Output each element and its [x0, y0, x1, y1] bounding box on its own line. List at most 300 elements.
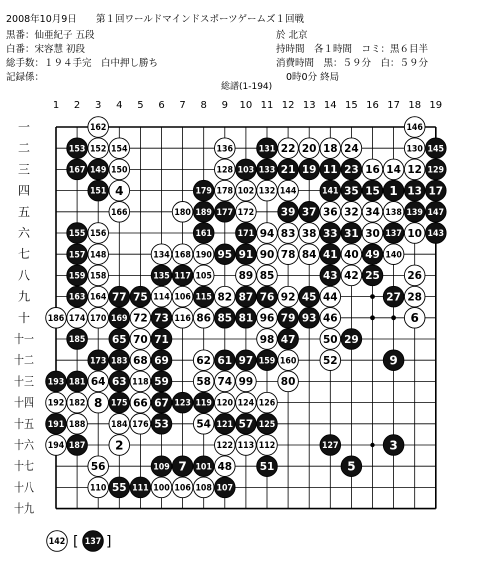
- move-number: 106: [174, 292, 191, 303]
- move-number: 147: [427, 207, 445, 218]
- footer-note: [47, 531, 112, 552]
- col-label: 12: [281, 100, 295, 111]
- time-limit: 持時間 各１時間 コミ：黒６目半: [276, 44, 429, 55]
- move-number: 10: [407, 227, 423, 240]
- black-stone: [67, 286, 88, 307]
- move-number: 20: [301, 142, 317, 155]
- move-number: 61: [217, 354, 233, 367]
- white-stone: [88, 265, 109, 286]
- move-number: 160: [279, 356, 297, 367]
- black-stone: [109, 308, 130, 329]
- black-stone: [426, 180, 447, 201]
- white-stone: [362, 223, 383, 244]
- black-stone: [67, 223, 88, 244]
- black-stone: [88, 180, 109, 201]
- venue: 於 北京: [276, 30, 308, 41]
- move-number: 12: [407, 164, 423, 177]
- white-stone: [46, 435, 67, 456]
- white-stone: [88, 371, 109, 392]
- total-moves: 総手数：１９４手完 白中押し勝ち: [6, 58, 159, 69]
- white-stone: [362, 159, 383, 180]
- white-stone: [193, 308, 214, 329]
- move-number: 53: [154, 418, 169, 431]
- white-stone: [257, 435, 278, 456]
- white-stone: [130, 308, 151, 329]
- move-number: 176: [132, 419, 149, 430]
- white-stone: [404, 265, 425, 286]
- move-number: 180: [174, 207, 191, 218]
- move-number: 79: [280, 312, 296, 325]
- black-stone: [172, 392, 193, 413]
- move-number: 52: [322, 354, 338, 367]
- move-number: 11: [322, 164, 338, 177]
- move-number: 15: [365, 185, 380, 198]
- black-stone: [299, 202, 320, 223]
- move-number: 73: [154, 312, 169, 325]
- move-number: 193: [47, 377, 65, 388]
- move-number: 105: [195, 271, 212, 282]
- black-stone: [383, 286, 404, 307]
- move-number: 167: [68, 165, 86, 176]
- move-number: 122: [216, 441, 234, 452]
- move-number: 188: [68, 419, 86, 430]
- move-number: 159: [68, 271, 86, 282]
- white-stone: [257, 392, 278, 413]
- move-number: 137: [84, 537, 102, 548]
- white-stone: [215, 435, 236, 456]
- move-number: 71: [154, 333, 169, 346]
- move-number: 139: [406, 207, 423, 218]
- move-number: 130: [406, 144, 423, 155]
- move-number: 137: [385, 229, 402, 240]
- bracket-open: [: [73, 534, 79, 550]
- white-stone: [215, 392, 236, 413]
- move-number: 184: [111, 419, 128, 430]
- move-number: 136: [216, 144, 234, 155]
- black-stone: [67, 138, 88, 159]
- move-number: 111: [132, 483, 149, 494]
- move-number: 69: [154, 354, 169, 367]
- move-number: 35: [344, 185, 359, 198]
- move-number: 117: [174, 271, 191, 282]
- row-label: 八: [17, 268, 31, 283]
- move-number: 187: [68, 441, 86, 452]
- move-number: 46: [322, 312, 338, 325]
- move-number: 98: [259, 333, 275, 346]
- move-number: 13: [407, 185, 423, 198]
- white-stone: [320, 329, 341, 350]
- white-stone: [320, 286, 341, 307]
- move-number: 28: [407, 291, 423, 304]
- move-number: 151: [89, 186, 107, 197]
- move-number: 86: [196, 312, 212, 325]
- move-number: 164: [89, 292, 107, 303]
- row-label: 十: [17, 310, 31, 325]
- recorder: 記録係：: [6, 72, 45, 83]
- black-stone: [299, 308, 320, 329]
- black-stone: [215, 202, 236, 223]
- white-stone: [215, 180, 236, 201]
- white-stone: [193, 477, 214, 498]
- white-stone: [109, 414, 130, 435]
- move-number: 9: [389, 353, 398, 368]
- black-stone: [236, 350, 257, 371]
- white-stone: [46, 308, 67, 329]
- move-number: 32: [344, 206, 359, 219]
- move-number: 19: [301, 164, 317, 177]
- white-stone: [193, 414, 214, 435]
- move-number: 157: [68, 250, 86, 261]
- move-number: 75: [133, 291, 148, 304]
- white-stone: [151, 244, 172, 265]
- col-label: 2: [73, 100, 81, 111]
- move-number: 115: [195, 292, 212, 303]
- move-number: 177: [216, 207, 234, 218]
- move-number: 161: [195, 229, 212, 240]
- black-stone: [278, 308, 299, 329]
- move-number: 119: [195, 398, 212, 409]
- move-number: 49: [365, 248, 380, 261]
- move-number: 56: [90, 460, 106, 473]
- black-stone: [193, 392, 214, 413]
- white-stone: [236, 392, 257, 413]
- white-stone: [299, 223, 320, 244]
- white-stone: [151, 286, 172, 307]
- move-number: 63: [111, 376, 127, 389]
- row-label: 四: [17, 183, 31, 198]
- move-number: 159: [258, 356, 276, 367]
- black-stone: [215, 308, 236, 329]
- move-number: 152: [89, 144, 107, 155]
- black-stone: [151, 414, 172, 435]
- black-stone: [215, 414, 236, 435]
- white-stone: [109, 202, 130, 223]
- row-label: 十一: [14, 332, 39, 346]
- move-number: 51: [259, 460, 275, 473]
- move-number: 87: [238, 291, 254, 304]
- white-stone: [257, 223, 278, 244]
- white-stone: [215, 138, 236, 159]
- move-number: 47: [280, 333, 296, 346]
- black-stone: [426, 159, 447, 180]
- move-number: 189: [195, 207, 212, 218]
- white-stone: [88, 308, 109, 329]
- white-stone: [278, 138, 299, 159]
- row-label: 十四: [14, 395, 39, 410]
- move-number: 94: [259, 227, 275, 240]
- black-stone: [109, 477, 130, 498]
- move-number: 38: [301, 227, 317, 240]
- white-stone: [67, 308, 88, 329]
- move-number: 106: [174, 483, 191, 494]
- white-stone: [341, 202, 362, 223]
- white-stone: [109, 159, 130, 180]
- stones-layer: [46, 117, 446, 498]
- move-number: 16: [365, 164, 380, 177]
- white-player: 白番：宋容慧 初段: [6, 44, 86, 55]
- white-stone: [172, 202, 193, 223]
- move-number: 24: [344, 142, 359, 155]
- white-stone: [130, 392, 151, 413]
- move-number: 33: [322, 227, 338, 240]
- black-stone: [362, 265, 383, 286]
- move-number: 93: [301, 312, 317, 325]
- black-stone: [299, 286, 320, 307]
- white-stone: [193, 244, 214, 265]
- move-number: 57: [238, 418, 254, 431]
- row-labels: [14, 120, 39, 516]
- move-number: 1: [389, 183, 398, 198]
- row-label: 六: [17, 226, 31, 240]
- row-label: 二: [17, 141, 31, 156]
- white-stone: [88, 223, 109, 244]
- white-stone: [88, 286, 109, 307]
- move-number: 95: [217, 248, 233, 261]
- move-number: 96: [259, 312, 275, 325]
- col-label: 14: [323, 100, 337, 111]
- black-stone: [151, 308, 172, 329]
- move-number: 182: [68, 398, 86, 409]
- move-number: 40: [344, 248, 359, 261]
- move-number: 45: [301, 291, 317, 304]
- move-number: 124: [237, 398, 255, 409]
- move-number: 168: [174, 250, 191, 261]
- white-stone: [109, 138, 130, 159]
- black-stone: [383, 223, 404, 244]
- white-stone: [46, 392, 67, 413]
- move-number: 190: [195, 250, 212, 261]
- black-stone: [67, 371, 88, 392]
- white-stone: [383, 159, 404, 180]
- board-mark: [370, 315, 375, 320]
- move-number: 21: [280, 164, 296, 177]
- black-stone: [299, 159, 320, 180]
- move-number: 77: [111, 291, 127, 304]
- move-number: 194: [47, 441, 65, 452]
- move-number: 67: [154, 397, 169, 410]
- black-stone: [109, 329, 130, 350]
- move-number: 131: [258, 144, 276, 155]
- white-stone: [88, 392, 109, 413]
- black-stone: [109, 371, 130, 392]
- move-number: 83: [280, 227, 296, 240]
- move-number: 68: [133, 354, 148, 367]
- black-stone: [151, 329, 172, 350]
- black-stone: [151, 392, 172, 413]
- move-number: 133: [258, 165, 276, 176]
- move-number: 162: [89, 123, 107, 134]
- black-stone: [151, 371, 172, 392]
- move-number: 142: [48, 537, 66, 548]
- black-stone: [151, 456, 172, 477]
- white-stone: [341, 265, 362, 286]
- col-label: 19: [429, 100, 443, 111]
- white-stone: [404, 159, 425, 180]
- row-label: 十七: [14, 459, 39, 474]
- black-stone: [151, 350, 172, 371]
- move-number: 143: [427, 229, 445, 240]
- white-stone: [257, 265, 278, 286]
- col-label: 16: [366, 100, 379, 111]
- move-number: 158: [89, 271, 107, 282]
- col-label: 1: [52, 100, 60, 111]
- move-number: 156: [89, 229, 107, 240]
- black-stone: [383, 180, 404, 201]
- black-stone: [172, 265, 193, 286]
- move-number: 55: [111, 482, 127, 495]
- move-number: 29: [344, 333, 359, 346]
- bracket-close: ]: [106, 534, 112, 550]
- move-number: 70: [133, 333, 148, 346]
- white-stone: [88, 477, 109, 498]
- row-label: 九: [17, 289, 31, 304]
- move-number: 36: [322, 206, 338, 219]
- black-stone: [193, 223, 214, 244]
- move-number: 37: [301, 206, 317, 219]
- move-number: 127: [322, 441, 339, 452]
- move-number: 128: [216, 165, 234, 176]
- black-stone: [320, 223, 341, 244]
- white-stone: [257, 244, 278, 265]
- black-stone: [341, 329, 362, 350]
- white-stone: [278, 371, 299, 392]
- move-number: 132: [258, 186, 276, 197]
- move-number: 42: [344, 270, 359, 283]
- row-label: 一: [17, 120, 31, 134]
- move-number: 150: [111, 165, 128, 176]
- col-label: 7: [179, 100, 186, 111]
- move-number: 81: [238, 312, 254, 325]
- move-number: 116: [174, 313, 191, 324]
- move-number: 90: [259, 248, 275, 261]
- white-stone: [172, 308, 193, 329]
- white-stone: [215, 371, 236, 392]
- white-stone: [257, 180, 278, 201]
- white-stone: [215, 286, 236, 307]
- black-stone: [67, 159, 88, 180]
- board-mark: [370, 294, 375, 299]
- move-number: 163: [68, 292, 86, 303]
- row-label: 十三: [14, 374, 39, 389]
- move-number: 186: [47, 313, 65, 324]
- move-number: 65: [111, 333, 127, 346]
- move-number: 153: [68, 144, 86, 155]
- move-number: 148: [89, 250, 107, 261]
- black-stone: [257, 159, 278, 180]
- board-mark: [391, 315, 396, 320]
- move-number: 155: [68, 229, 86, 240]
- row-label: 十八: [14, 480, 39, 495]
- move-number: 91: [238, 248, 254, 261]
- black-stone: [236, 223, 257, 244]
- move-number: 112: [258, 441, 276, 452]
- white-stone: [236, 371, 257, 392]
- black-stone: [109, 392, 130, 413]
- move-number: 76: [259, 291, 275, 304]
- white-stone: [88, 138, 109, 159]
- move-number: 2: [115, 438, 124, 453]
- white-stone: [404, 138, 425, 159]
- white-stone: [278, 223, 299, 244]
- white-stone: [130, 414, 151, 435]
- black-stone: [341, 456, 362, 477]
- move-number: 80: [280, 376, 296, 389]
- black-stone: [320, 435, 341, 456]
- black-stone: [215, 477, 236, 498]
- move-number: 169: [111, 313, 128, 324]
- black-stone: [320, 159, 341, 180]
- black-stone: [130, 477, 151, 498]
- white-stone: [88, 244, 109, 265]
- black-stone: [236, 414, 257, 435]
- white-stone: [404, 117, 425, 138]
- white-stone: [362, 202, 383, 223]
- white-stone: [320, 308, 341, 329]
- black-stone: [257, 414, 278, 435]
- white-stone: [130, 350, 151, 371]
- white-stone: [320, 138, 341, 159]
- move-number: 126: [258, 398, 276, 409]
- move-number: 171: [237, 229, 255, 240]
- col-label: 5: [137, 100, 144, 111]
- white-stone: [67, 414, 88, 435]
- move-number: 114: [153, 292, 170, 303]
- move-number: 134: [153, 250, 170, 261]
- move-number: 99: [238, 376, 254, 389]
- move-number: 101: [195, 462, 212, 473]
- black-stone: [257, 456, 278, 477]
- move-number: 166: [111, 207, 128, 218]
- move-number: 3: [389, 438, 398, 453]
- black-stone: [109, 286, 130, 307]
- move-number: 191: [47, 419, 65, 430]
- move-number: 181: [68, 377, 86, 388]
- move-number: 59: [154, 376, 169, 389]
- col-label: 17: [387, 100, 400, 111]
- move-number: 72: [133, 312, 148, 325]
- white-stone: [172, 477, 193, 498]
- black-stone: [151, 265, 172, 286]
- black-stone: [67, 435, 88, 456]
- black-stone: [67, 244, 88, 265]
- black-stone: [404, 202, 425, 223]
- move-number: 5: [347, 459, 356, 474]
- white-stone: [257, 308, 278, 329]
- black-stone: [257, 138, 278, 159]
- black-stone: [341, 180, 362, 201]
- move-number: 141: [322, 186, 339, 197]
- move-number: 6: [410, 311, 419, 326]
- move-number: 8: [94, 395, 103, 410]
- move-number: 54: [196, 418, 212, 431]
- black-stone: [426, 202, 447, 223]
- move-number: 179: [195, 186, 212, 197]
- white-stone: [236, 435, 257, 456]
- move-number: 58: [196, 376, 212, 389]
- row-label: 七: [17, 247, 31, 262]
- move-number: 84: [301, 248, 317, 261]
- white-stone: [278, 286, 299, 307]
- white-stone: [257, 329, 278, 350]
- move-number: 34: [365, 206, 380, 219]
- white-stone: [341, 244, 362, 265]
- white-stone: [299, 138, 320, 159]
- move-number: 185: [68, 335, 86, 346]
- white-stone: [215, 159, 236, 180]
- move-number: 113: [237, 441, 255, 452]
- white-stone: [236, 202, 257, 223]
- black-stone: [46, 371, 67, 392]
